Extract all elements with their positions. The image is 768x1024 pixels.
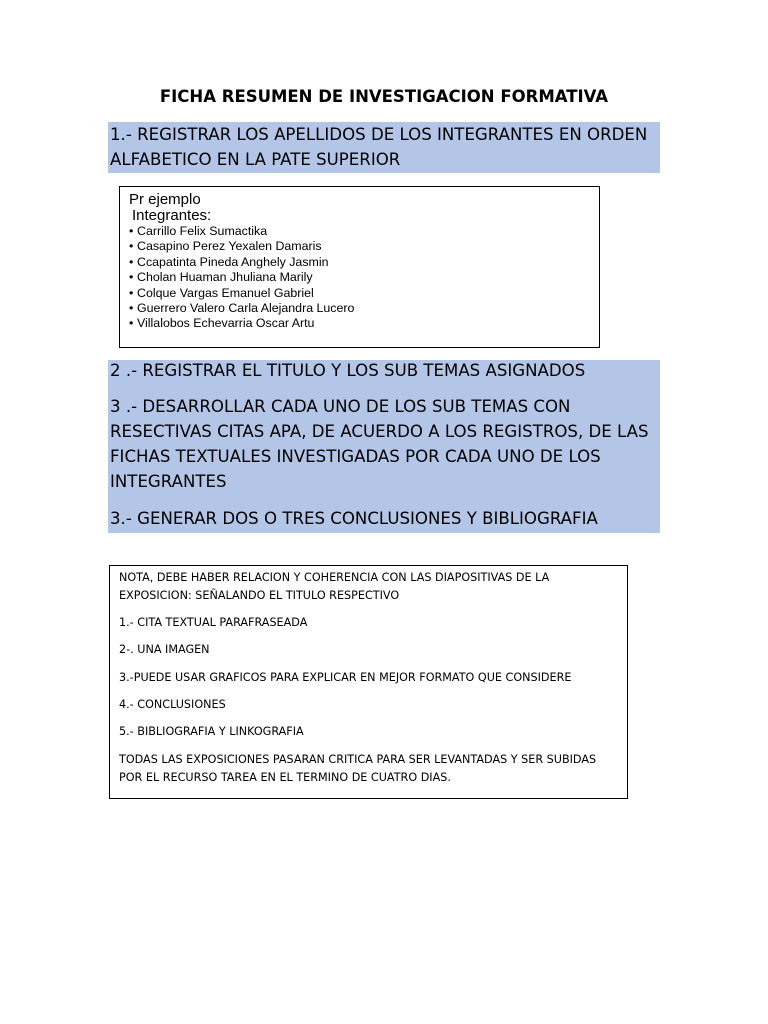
list-item: [129, 239, 354, 254]
step-1-text: [110, 122, 647, 172]
note-item-1: 1.- CITA TEXTUAL PARAFRASEADA: [119, 616, 308, 629]
member-list: [129, 224, 354, 332]
example-heading: Pr ejemplo: [129, 191, 201, 208]
list-item: [129, 270, 354, 285]
step-3-text: [110, 394, 649, 494]
note-intro-line-1: NOTA, DEBE HABER RELACION Y COHERENCIA CON LAS DIAPOSITIVAS DE LA: [119, 571, 550, 584]
bullet-icon: •: [129, 301, 134, 316]
note-item-2: 2-. UNA IMAGEN: [119, 643, 210, 656]
example-box: [119, 186, 600, 348]
list-item: [129, 255, 354, 270]
note-final-line-1: TODAS LAS EXPOSICIONES PASARAN CRITICA PARA SER LEVANTADAS Y SER SUBIDAS: [119, 753, 597, 766]
note-item-4: 4.- CONCLUSIONES: [119, 698, 226, 711]
note-item-3: 3.-PUEDE USAR GRAFICOS PARA EXPLICAR EN MEJOR FORMATO QUE CONSIDERE: [119, 671, 572, 684]
bullet-icon: •: [129, 254, 134, 269]
bullet-icon: •: [129, 270, 134, 285]
member-name: Guerrero Valero Carla Alejandra Lucero: [137, 301, 355, 316]
page-title: FICHA RESUMEN DE INVESTIGACION FORMATIVA: [159, 87, 609, 106]
bullet-icon: •: [129, 224, 134, 238]
member-name: Carrillo Felix Sumactika: [137, 224, 268, 238]
example-subheading: Integrantes:: [132, 207, 212, 224]
step-1-band: [108, 122, 660, 173]
note-final-line-2: POR EL RECURSO TAREA EN EL TERMINO DE CUATRO DIAS.: [119, 770, 451, 784]
bullet-icon: •: [129, 316, 134, 331]
member-name: Colque Vargas Emanuel Gabriel: [137, 285, 314, 300]
step-3-line-2: RESECTIVAS CITAS APA, DE ACUERDO A LOS REGISTROS, DE LAS: [110, 422, 649, 441]
list-item: [129, 316, 354, 331]
member-name: Villalobos Echevarria Oscar Artu: [137, 316, 315, 331]
bullet-icon: •: [129, 239, 134, 254]
step-3-line-4: INTEGRANTES: [110, 472, 227, 491]
step-3-line-3: FICHAS TEXTUALES INVESTIGADAS POR CADA UNO DE LOS: [110, 447, 601, 466]
step-1-line-1: 1.- REGISTRAR LOS APELLIDOS DE LOS INTEGRANTES EN ORDEN: [110, 125, 648, 144]
member-name: Ccapatinta Pineda Anghely Jasmin: [137, 254, 329, 269]
list-item: [129, 224, 354, 239]
list-item: [129, 301, 354, 316]
step-2-text: 2 .- REGISTRAR EL TITULO Y LOS SUB TEMAS ASIGNADOS: [110, 361, 586, 380]
note-intro-line-2: EXPOSICION: SEÑALANDO EL TITULO RESPECTIVO: [119, 588, 400, 602]
bullet-icon: •: [129, 285, 134, 300]
note-intro: [119, 569, 549, 604]
step-4-text: 3.- GENERAR DOS O TRES CONCLUSIONES Y BIBLIOGRAFIA: [110, 509, 598, 528]
list-item: [129, 286, 354, 301]
steps-band: [108, 360, 660, 533]
note-final: [119, 751, 596, 786]
note-item-5: 5.- BIBLIOGRAFIA Y LINKOGRAFIA: [119, 725, 304, 738]
note-box: [109, 565, 628, 799]
member-name: Casapino Perez Yexalen Damaris: [137, 239, 322, 254]
step-1-line-2: ALFABETICO EN LA PATE SUPERIOR: [110, 150, 401, 169]
step-3-line-1: 3 .- DESARROLLAR CADA UNO DE LOS SUB TEMAS CON: [110, 397, 571, 416]
member-name: Cholan Huaman Jhuliana Marily: [137, 270, 313, 285]
